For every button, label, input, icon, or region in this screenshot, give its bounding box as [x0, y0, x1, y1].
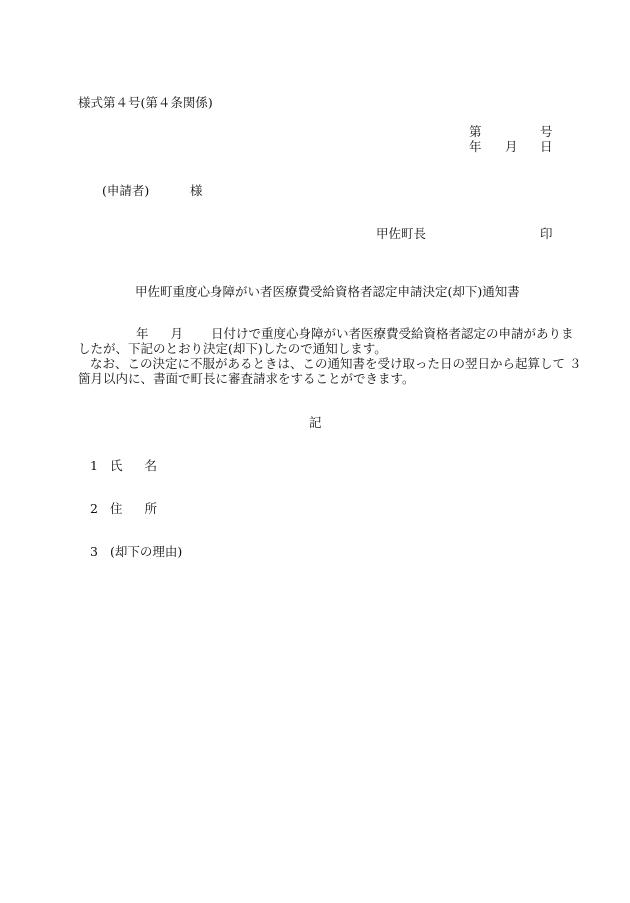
body-line-3-text: なお、この決定に不服があるときは、この通知書を受け取った日の翌日から起算して ３ [90, 356, 582, 371]
body-line-3 [78, 356, 582, 371]
doc-date-month: 月 [505, 139, 518, 154]
doc-number-suffix: 号 [540, 124, 553, 139]
body-line-4: 箇月以内に、書面で町長に審査請求をすることができます。 [78, 371, 415, 386]
body-line-1-rest: 日付けで重度心身障がい者医療費受給資格者認定の申請がありま [211, 326, 574, 341]
body-line-1 [78, 326, 574, 341]
seal-mark: 印 [540, 226, 553, 241]
item-number: 2 [90, 501, 98, 516]
body-month: 月 [170, 326, 184, 341]
item-name [90, 458, 157, 473]
item-reason-label: (却下の理由) [110, 544, 183, 559]
form-number: 様式第４号(第４条関係) [78, 95, 213, 110]
item-address-char-1: 住 [110, 501, 123, 516]
applicant-honorific: 様 [190, 183, 203, 198]
sender-name: 甲佐町長 [376, 226, 427, 241]
document-title: 甲佐町重度心身障がい者医療費受給資格者認定申請決定(却下)通知書 [135, 284, 520, 299]
item-number: 3 [90, 544, 98, 559]
applicant-label: (申請者) [102, 183, 150, 198]
item-name-char-2: 名 [144, 458, 158, 473]
doc-date-day: 日 [540, 139, 553, 154]
doc-date-year: 年 [469, 139, 482, 154]
ki-heading: 記 [309, 415, 322, 430]
item-name-char-1: 氏 [110, 458, 123, 473]
body-paragraph [78, 326, 582, 386]
item-number: 1 [90, 458, 98, 473]
item-reason [90, 544, 182, 559]
doc-number-prefix: 第 [469, 124, 482, 139]
body-line-2: したが、下記のとおり決定(却下)したので通知します。 [78, 341, 387, 356]
item-address-char-2: 所 [144, 501, 158, 516]
body-year: 年 [136, 326, 149, 341]
item-address [90, 501, 157, 516]
